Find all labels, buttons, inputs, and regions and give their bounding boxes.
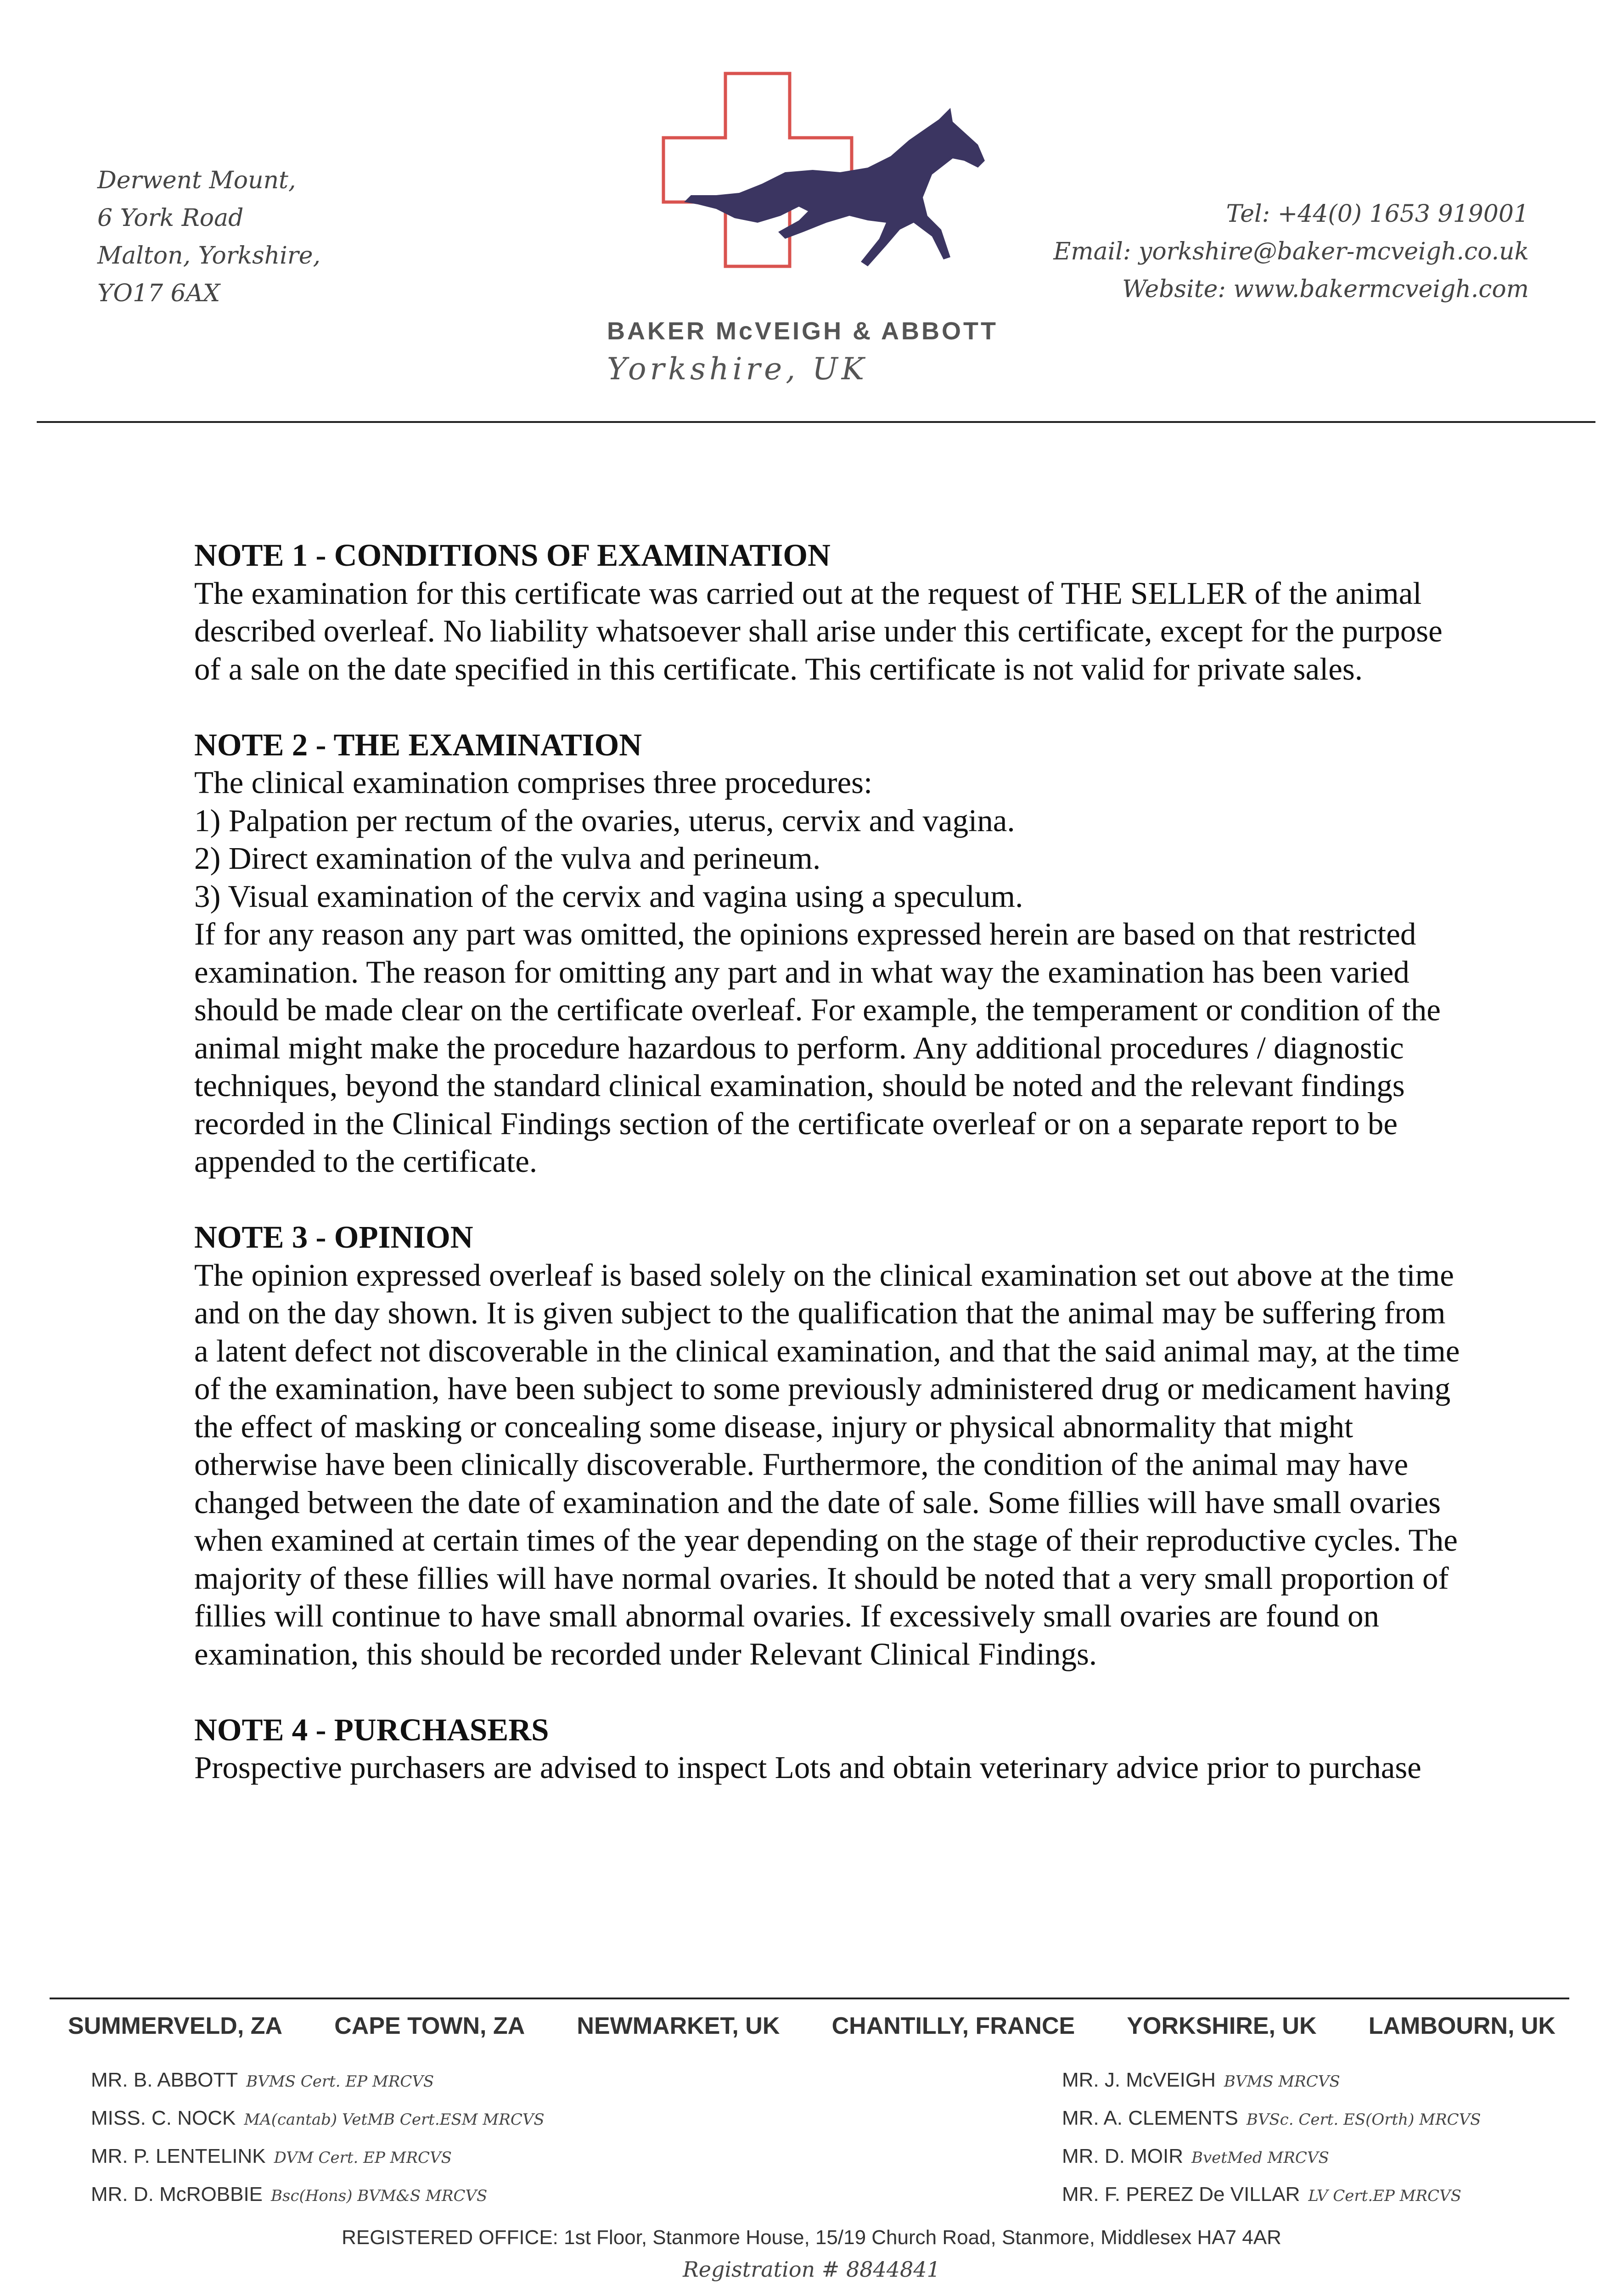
staff-member [1062,2062,1481,2100]
staff-quals: MA(cantab) VetMB Cert.ESM MRCVS [244,2110,545,2129]
location-item: CHANTILLY, FRANCE [831,2013,1075,2039]
note-2 [194,726,1461,1181]
brand-name: BAKER McVEIGH & ABBOTT [607,317,999,345]
procedure-item: 1) Palpation per rectum of the ovaries, uterus, cervix and vagina. [194,803,1015,838]
address-line: Derwent Mount, [97,167,296,194]
note-1 [194,536,1461,688]
note-body: If for any reason any part was omitted, the opinions expressed herein are based on that restricted examination. The reason for omitting any part and in what way the examination has been varied should be made clear on the certificate overleaf. For example, the temperament or condition of the animal might make the procedure hazardous to perform. Any additional procedures / diagnostic techniques, beyond the standard clinical examination, should be noted and the relevant findings recorded in the Clinical Findings section of the certificate overleaf or on a separate report to be appended to the certificate. [194,917,1441,1179]
note-title: NOTE 4 - PURCHASERS [194,1712,549,1747]
location-item: SUMMERVELD, ZA [68,2013,283,2039]
contact-block [1053,195,1529,308]
address-line: YO17 6AX [97,280,220,307]
location-item: CAPE TOWN, ZA [334,2013,525,2039]
contact-email: Email: yorkshire@baker-mcveigh.co.uk [1053,238,1529,265]
staff-name: MR. B. ABBOTT [91,2069,238,2091]
registration-number: Registration # 8844841 [683,2257,940,2282]
location-item: NEWMARKET, UK [577,2013,780,2039]
registered-office: REGISTERED OFFICE: 1st Floor, Stanmore House, 15/19 Church Road, Stanmore, Middlesex HA7 4AR [342,2226,1281,2249]
note-3 [194,1218,1461,1673]
staff-name: MR. A. CLEMENTS [1062,2107,1238,2129]
staff-list-left [91,2062,545,2214]
note-intro: The clinical examination comprises three procedures: [194,765,873,800]
contact-tel: Tel: +44(0) 1653 919001 [1226,200,1529,228]
staff-quals: DVM Cert. EP MRCVS [274,2149,452,2167]
contact-website: Website: www.bakermcveigh.com [1122,276,1529,303]
staff-name: MR. F. PEREZ De VILLAR [1062,2183,1300,2206]
staff-quals: LV Cert.EP MRCVS [1308,2187,1461,2205]
location-item: LAMBOURN, UK [1368,2013,1556,2039]
note-title: NOTE 1 - CONDITIONS OF EXAMINATION [194,538,831,573]
note-title: NOTE 3 - OPINION [194,1220,473,1255]
staff-member [91,2176,545,2214]
notes-content [194,536,1461,1824]
staff-list-right [1062,2062,1481,2214]
note-body: Prospective purchasers are advised to inspect Lots and obtain veterinary advice prior to purchase [194,1750,1421,1785]
staff-quals: BVMS Cert. EP MRCVS [246,2072,434,2091]
staff-member [1062,2100,1481,2138]
note-title: NOTE 2 - THE EXAMINATION [194,727,642,762]
address-line: Malton, Yorkshire, [97,242,321,270]
footer-divider [50,1998,1569,1999]
procedure-item: 3) Visual examination of the cervix and vagina using a speculum. [194,878,1023,914]
staff-member [1062,2138,1481,2176]
staff-name: MR. P. LENTELINK [91,2145,266,2167]
staff-member [91,2100,545,2138]
note-4 [194,1711,1461,1787]
staff-quals: BVMS MRCVS [1224,2072,1340,2091]
staff-name: MR. D. MOIR [1062,2145,1183,2167]
note-body: The examination for this certificate was carried out at the request of THE SELLER of the animal described overleaf. No liability whatsoever shall arise under this certificate, except for the purpose of a sale on the date specified in this certificate. This certificate is not valid for private sales. [194,575,1443,687]
address-block [97,162,320,312]
note-body: The opinion expressed overleaf is based solely on the clinical examination set out above at the time and on the day shown. It is given subject to the qualification that the animal may be suffering from a latent defect not discoverable in the clinical examination, and that the said animal may, at the time of the examination, have been subject to some previously administered drug or medicament having the effect of masking or concealing some disease, injury or physical abnormality that might otherwise have been clinically discoverable. Furthermore, the condition of the animal may have changed between the date of examination and the date of sale. Some fillies will have small ovaries when examined at certain times of the year depending on the stage of their reproductive cycles. The majority of these fillies will have normal ovaries. It should be noted that a very small proportion of fillies will continue to have small abnormal ovaries. If excessively small ovaries are found on examination, this should be recorded under Relevant Clinical Findings. [194,1257,1460,1671]
staff-quals: BvetMed MRCVS [1191,2149,1329,2167]
brand-subtitle: Yorkshire, UK [607,351,868,387]
staff-quals: Bsc(Hons) BVM&S MRCVS [271,2187,488,2205]
staff-member [91,2138,545,2176]
staff-member [91,2062,545,2100]
address-line: 6 York Road [97,204,244,232]
staff-name: MR. D. McROBBIE [91,2183,263,2206]
staff-member [1062,2176,1481,2214]
horse-cross-logo-icon [611,64,1005,321]
header-divider [37,421,1595,423]
office-locations [68,2012,1556,2040]
procedure-item: 2) Direct examination of the vulva and perineum. [194,841,821,876]
staff-name: MR. J. McVEIGH [1062,2069,1216,2091]
staff-name: MISS. C. NOCK [91,2107,236,2129]
staff-quals: BVSc. Cert. ES(Orth) MRCVS [1246,2110,1481,2129]
location-item: YORKSHIRE, UK [1127,2013,1317,2039]
